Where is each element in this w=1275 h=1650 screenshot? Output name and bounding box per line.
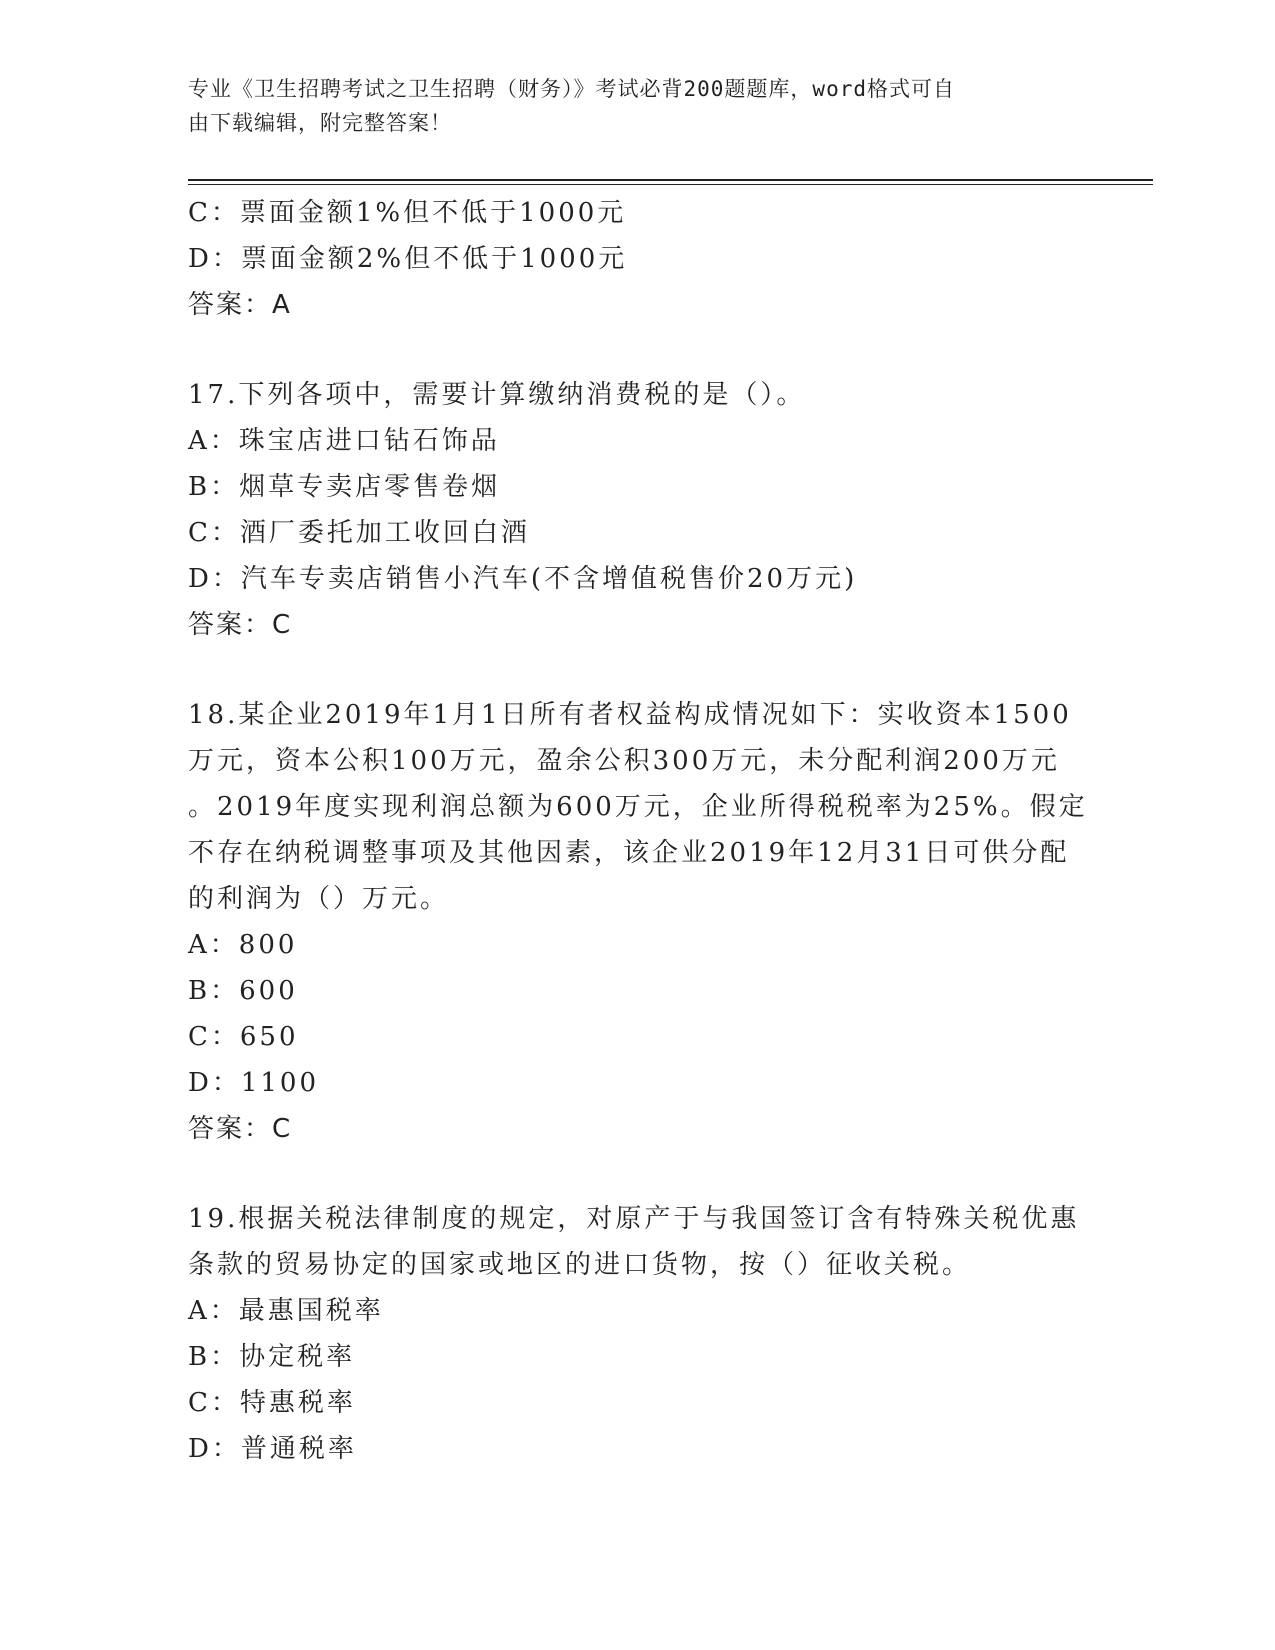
option-d: D：普通税率	[188, 1434, 357, 1464]
question-stem: 17.下列各项中，需要计算缴纳消费税的是（）。	[188, 380, 806, 410]
answer-line: 答案：C	[188, 610, 293, 640]
option-b: B：烟草专卖店零售卷烟	[188, 472, 501, 502]
question-stem-line-5: 的利润为（）万元。	[188, 884, 450, 914]
option-d: D：票面金额2%但不低于1000元	[188, 244, 628, 274]
option-a: A：800	[188, 930, 298, 960]
question-stem-line-1: 18.某企业2019年1月1日所有者权益构成情况如下：实收资本1500	[188, 700, 1072, 730]
question-16-tail	[188, 190, 1088, 328]
question-stem-line-3: 。2019年度实现利润总额为600万元，企业所得税税率为25%。假定	[188, 792, 1088, 822]
answer-line: 答案：A	[188, 290, 292, 320]
question-stem-line-2: 万元，资本公积100万元，盈余公积300万元，未分配利润200万元	[188, 746, 1060, 776]
question-17	[188, 372, 1088, 648]
answer-line: 答案：C	[188, 1114, 293, 1144]
spacer	[188, 1152, 1088, 1196]
header-line-1: 专业《卫生招聘考试之卫生招聘（财务）》考试必背200题题库，word格式可自	[188, 77, 955, 101]
question-stem-line-1: 19.根据关税法律制度的规定，对原产于与我国签订含有特殊关税优惠	[188, 1204, 1080, 1234]
spacer	[188, 328, 1088, 372]
option-b: B：协定税率	[188, 1342, 356, 1372]
option-d: D：1100	[188, 1068, 320, 1098]
option-a: A：最惠国税率	[188, 1296, 384, 1326]
header-line-2: 由下载编辑，附完整答案！	[188, 111, 452, 135]
question-18	[188, 692, 1088, 1152]
question-stem-line-4: 不存在纳税调整事项及其他因素，该企业2019年12月31日可供分配	[188, 838, 1070, 868]
header-divider-thin	[188, 184, 1153, 185]
question-19	[188, 1196, 1088, 1472]
header-divider-thick	[188, 179, 1153, 181]
question-list	[188, 190, 1088, 1472]
option-c: C：特惠税率	[188, 1388, 356, 1418]
option-c: C：酒厂委托加工收回白酒	[188, 518, 530, 548]
option-b: B：600	[188, 976, 298, 1006]
document-header	[188, 72, 1068, 140]
option-c: C：650	[188, 1022, 299, 1052]
spacer	[188, 648, 1088, 692]
option-c: C：票面金额1%但不低于1000元	[188, 198, 627, 228]
option-a: A：珠宝店进口钻石饰品	[188, 426, 500, 456]
question-stem-line-2: 条款的贸易协定的国家或地区的进口货物，按（）征收关税。	[188, 1250, 972, 1280]
option-d: D：汽车专卖店销售小汽车(不含增值税售价20万元)	[188, 564, 858, 594]
